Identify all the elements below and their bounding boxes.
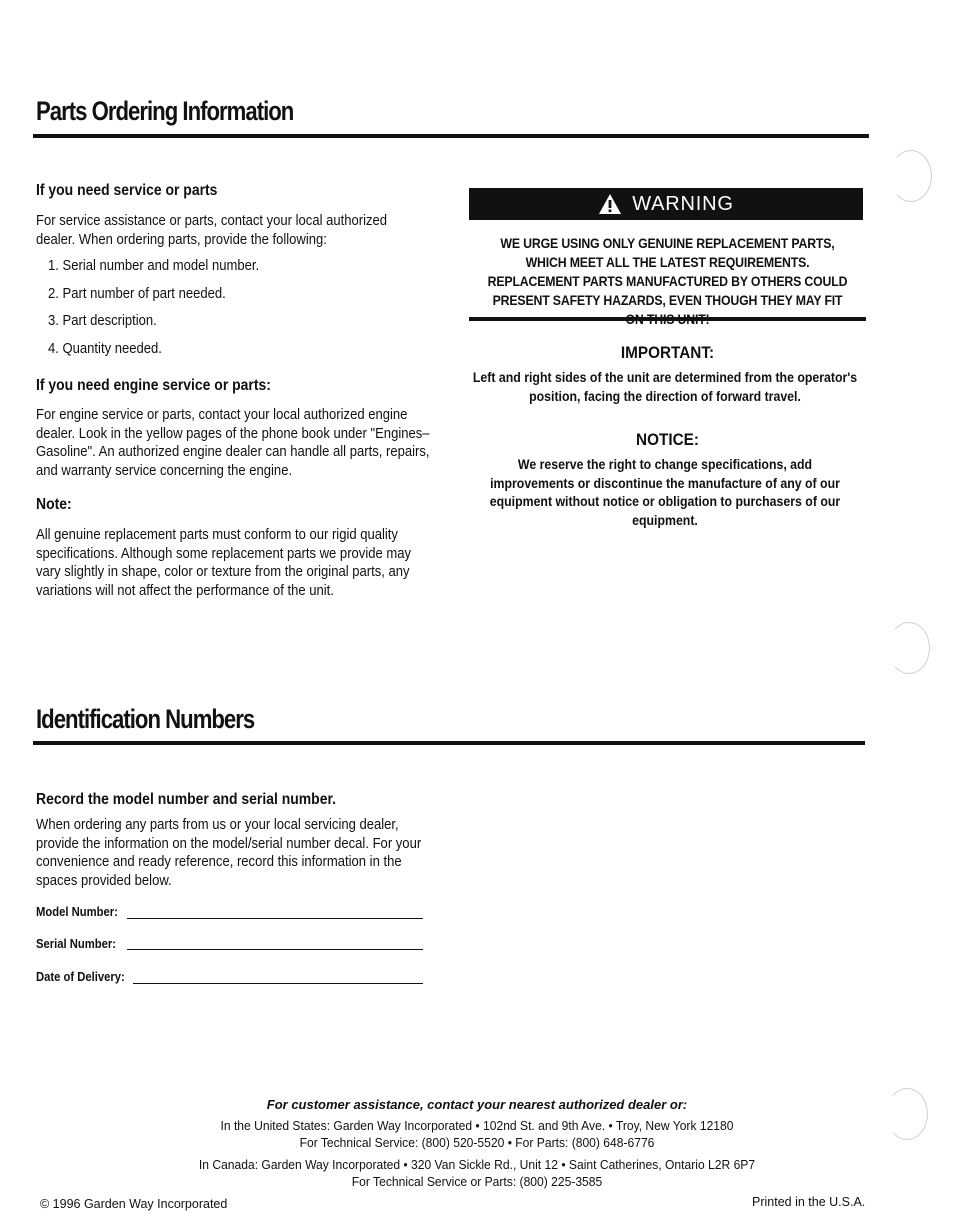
punch-hole — [888, 622, 930, 674]
warning-banner — [469, 188, 863, 220]
service-heading: If you need service or parts — [36, 182, 218, 199]
section-rule — [33, 134, 869, 138]
warning-text: WE URGE USING ONLY GENUINE REPLACEMENT PARTS, WHICH MEET ALL THE LATEST REQUIREMENTS. REPLACEMENT PARTS MANUFACTURED BY OTHERS COULD PRESENT SAFETY HAZARDS, EVEN THOUGH THEY MAY FIT — [487, 235, 848, 308]
note-text: All genuine replacement parts must conform to our rigid quality specifications. Although some replacement parts we provide may vary slightly in shape, color or texture from the original parts, any variations will not affect the performance of the unit. — [36, 527, 412, 599]
page-title-identification: Identification Numbers — [36, 704, 255, 734]
printed-in: Printed in the U.S.A. — [752, 1195, 866, 1209]
warning-label: WARNING — [632, 192, 734, 215]
record-heading: Record the model number and serial number. — [36, 791, 336, 808]
service-text: For service assistance or parts, contact your local authorized dealer. When ordering parts, provide the following: — [36, 213, 388, 248]
model-number-field[interactable] — [127, 918, 423, 919]
delivery-date-field[interactable] — [133, 983, 423, 984]
notice-heading: NOTICE: — [636, 430, 699, 449]
punch-hole — [890, 150, 932, 202]
punch-hole — [886, 1088, 928, 1140]
notice-text: We reserve the right to change specifications, add improvements or discontinue the manufacture of any of our equipment without notice or obligation to purchasers of our equipment. — [489, 456, 841, 528]
canada-phone: For Technical Service or Parts: (800) 225-3585 — [351, 1174, 603, 1189]
assistance-line: For customer assistance, contact your nearest authorized dealer or: — [266, 1097, 688, 1112]
serial-number-label: Serial Number: — [36, 937, 117, 951]
important-text: Left and right sides of the unit are determined from the operator's position, facing the direction of forward travel. — [472, 369, 858, 404]
list-item: 1. Serial number and model number. — [48, 258, 260, 274]
list-item: 4. Quantity needed. — [48, 340, 162, 357]
list-item: 3. Part description. — [48, 313, 157, 329]
us-phone: For Technical Service: (800) 520-5520 • For Parts: (800) 648-6776 — [299, 1135, 655, 1150]
delivery-date-label: Date of Delivery: — [36, 970, 125, 984]
engine-heading: If you need engine service or parts: — [36, 377, 271, 394]
copyright: © 1996 Garden Way Incorporated — [40, 1197, 228, 1211]
canada-address: In Canada: Garden Way Incorporated • 320 Van Sickle Rd., Unit 12 • Saint Catherines, Ontario L2R 6P7 — [198, 1157, 756, 1172]
record-text: When ordering any parts from us or your local servicing dealer, provide the information on the model/serial number decal. For your convenience and ready reference, record this information in the spaces provided below. — [36, 817, 422, 889]
serial-number-field[interactable] — [127, 949, 423, 950]
model-number-label: Model Number: — [36, 905, 118, 919]
warning-rule — [469, 317, 866, 321]
page-title-parts-ordering: Parts Ordering Information — [36, 96, 294, 126]
warning-triangle-icon — [598, 193, 622, 215]
list-item: 2. Part number of part needed. — [48, 285, 226, 302]
us-address: In the United States: Garden Way Incorporated • 102nd St. and 9th Ave. • Troy, New York 12180 — [220, 1118, 734, 1133]
engine-text: For engine service or parts, contact your local authorized engine dealer. Look in the yellow pages of the phone book under "Engines–Gasoline". An authorized engine dealer can handle all parts, repairs, and warranty service concerning the engine. — [36, 407, 430, 479]
note-heading: Note: — [36, 496, 72, 513]
service-list — [48, 258, 259, 368]
important-heading: IMPORTANT: — [620, 343, 715, 362]
section-rule — [33, 741, 865, 745]
